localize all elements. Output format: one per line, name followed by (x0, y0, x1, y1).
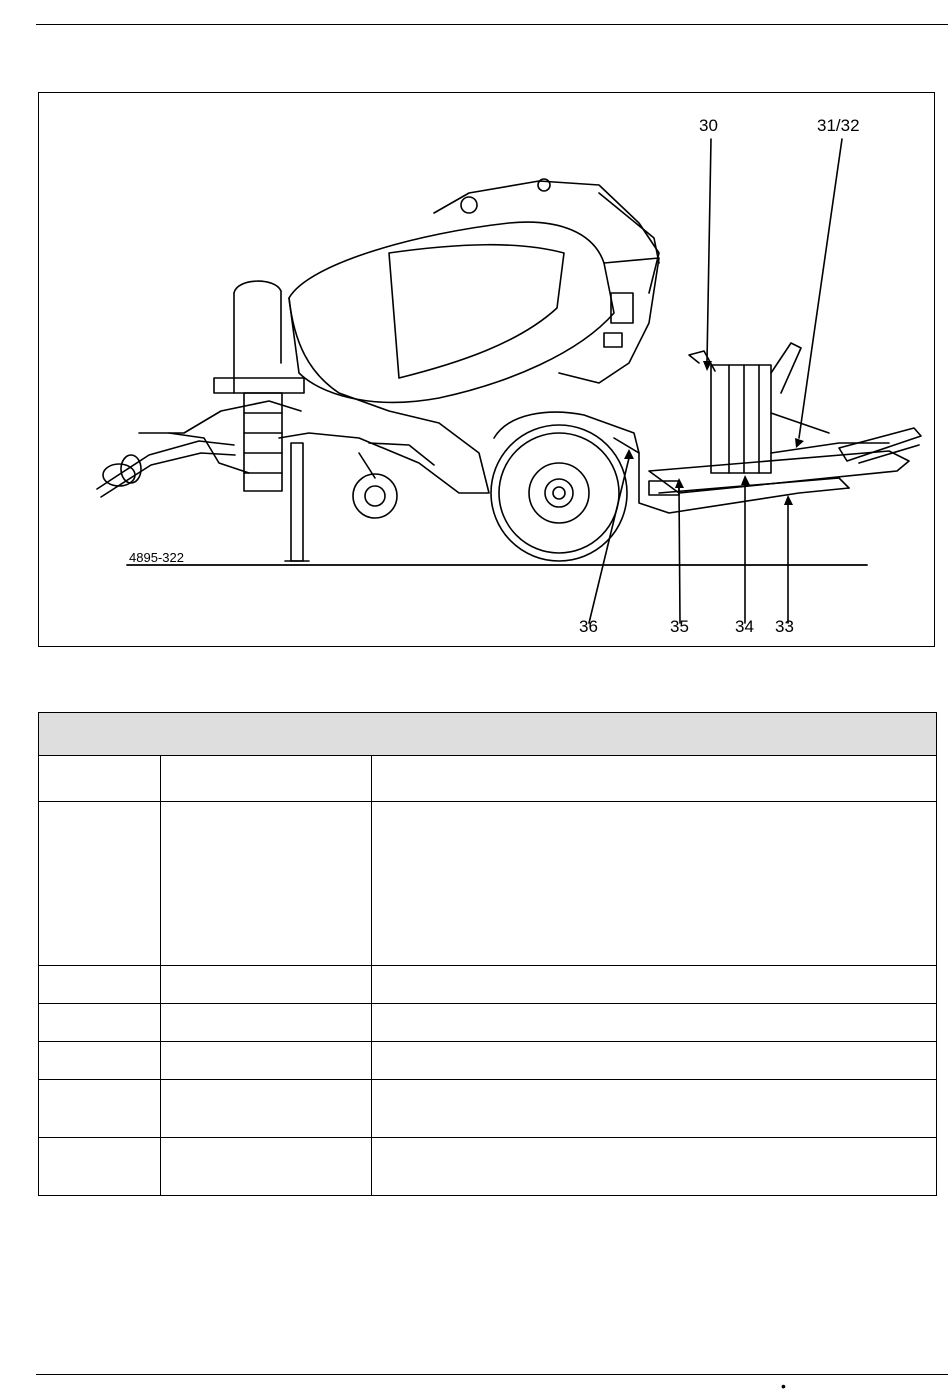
table-row (39, 802, 937, 966)
table-cell (161, 802, 372, 966)
callout-34: 34 (735, 617, 754, 636)
table-row (39, 1042, 937, 1080)
header-rule (36, 24, 948, 25)
table-cell (161, 1080, 372, 1138)
table-cell (161, 1004, 372, 1042)
callout-31-32: 31/32 (817, 116, 860, 135)
table-cell (39, 802, 161, 966)
callout-30: 30 (699, 116, 718, 135)
table-header-cell (39, 713, 937, 756)
table-row (39, 966, 937, 1004)
table-cell (39, 1080, 161, 1138)
table-header-row (39, 713, 937, 756)
callout-35: 35 (670, 617, 689, 636)
table-cell (372, 756, 937, 802)
table-cell (372, 1042, 937, 1080)
figure-code: 4895-322 (129, 550, 184, 565)
table-cell (372, 1138, 937, 1196)
parts-table (38, 712, 937, 1196)
machine-figure (38, 92, 935, 647)
table-cell (161, 1042, 372, 1080)
table-cell (39, 1004, 161, 1042)
table-cell (372, 1004, 937, 1042)
table-cell (372, 802, 937, 966)
table-cell (161, 756, 372, 802)
table-cell (161, 966, 372, 1004)
table-row (39, 1138, 937, 1196)
table-cell (39, 966, 161, 1004)
table-cell (372, 1080, 937, 1138)
table-cell (161, 1138, 372, 1196)
footer-rule (36, 1374, 948, 1375)
table-row (39, 756, 937, 802)
callout-36: 36 (579, 617, 598, 636)
table-cell (372, 966, 937, 1004)
table-cell (39, 1042, 161, 1080)
table-cell (39, 756, 161, 802)
table-cell (39, 1138, 161, 1196)
footer-bullet: • (781, 1378, 786, 1394)
callout-33: 33 (775, 617, 794, 636)
table-row (39, 1080, 937, 1138)
table-row (39, 1004, 937, 1042)
